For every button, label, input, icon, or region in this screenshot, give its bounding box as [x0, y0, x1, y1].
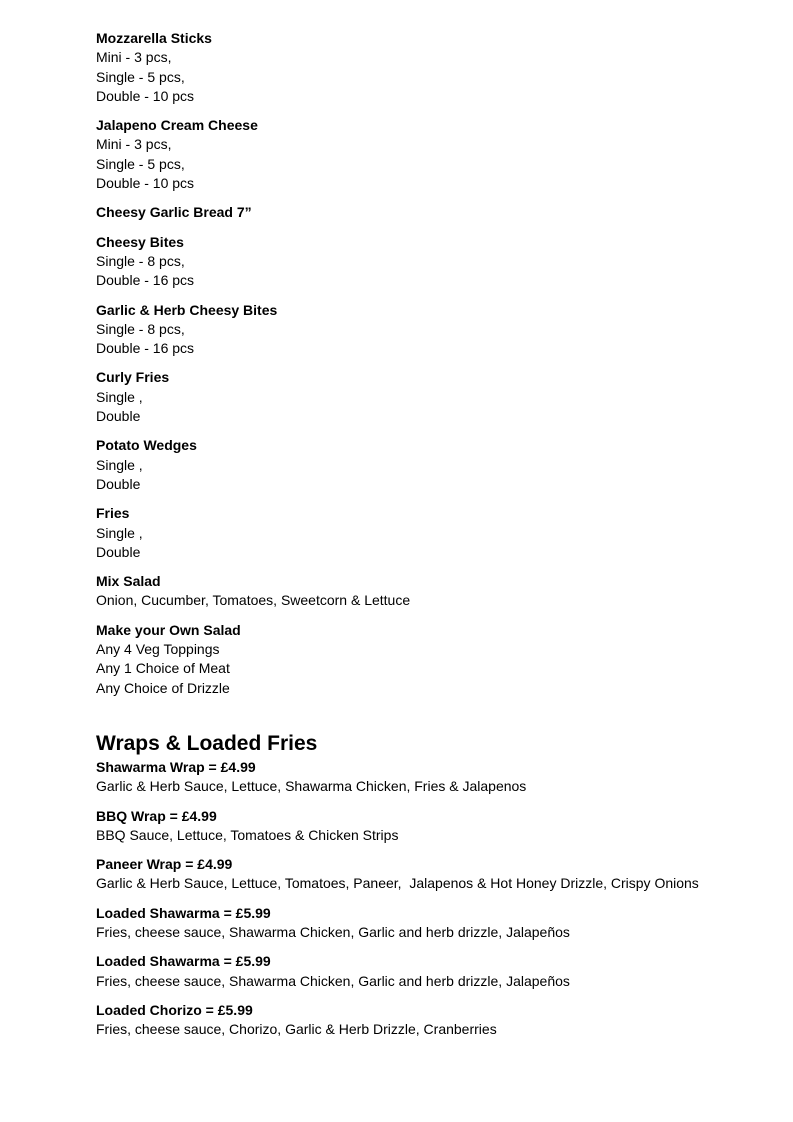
menu-item-potato-wedges: [96, 436, 753, 494]
menu-item-jalapeno-cream-cheese: [96, 116, 753, 193]
item-line: Double: [96, 408, 141, 425]
menu-item-cheesy-garlic-bread: [96, 203, 753, 222]
menu-item-shawarma-wrap: [96, 758, 753, 797]
item-line: Fries, cheese sauce, Chorizo, Garlic & Herb Drizzle, Cranberries: [96, 1021, 497, 1038]
item-line: Single ,: [96, 524, 143, 541]
menu-item-loaded-chorizo: [96, 1001, 753, 1040]
menu-item-paneer-wrap: [96, 855, 753, 894]
item-line: Single - 5 pcs,: [96, 155, 185, 172]
item-title: Curly Fries: [96, 369, 170, 386]
item-line: Double: [96, 475, 141, 492]
item-title: Cheesy Garlic Bread 7”: [96, 204, 252, 221]
item-title: Garlic & Herb Cheesy Bites: [96, 301, 278, 318]
item-line: Single - 8 pcs,: [96, 252, 185, 269]
item-line: Any 1 Choice of Meat: [96, 660, 230, 677]
item-title: Loaded Chorizo = £5.99: [96, 1001, 253, 1018]
item-title: Loaded Shawarma = £5.99: [96, 953, 271, 970]
item-line: Single ,: [96, 456, 143, 473]
menu-item-make-your-own-salad: [96, 621, 753, 698]
item-line: Single ,: [96, 388, 143, 405]
item-line: Any Choice of Drizzle: [96, 679, 230, 696]
menu-item-fries: [96, 504, 753, 562]
item-title: Potato Wedges: [96, 437, 197, 454]
item-line: Double: [96, 543, 141, 560]
item-line: Single - 8 pcs,: [96, 320, 185, 337]
menu-item-loaded-shawarma: [96, 904, 753, 943]
item-line: Double - 16 pcs: [96, 272, 195, 289]
item-line: Garlic & Herb Sauce, Lettuce, Shawarma Chicken, Fries & Jalapenos: [96, 778, 527, 795]
item-line: BBQ Sauce, Lettuce, Tomatoes & Chicken Strips: [96, 826, 399, 843]
item-line: Mini - 3 pcs,: [96, 136, 172, 153]
item-line: Any 4 Veg Toppings: [96, 641, 220, 658]
menu-item-cheesy-bites: [96, 233, 753, 291]
item-line: Garlic & Herb Sauce, Lettuce, Tomatoes, Paneer, Jalapenos & Hot Honey Drizzle, Crispy Onions: [96, 875, 699, 892]
menu-item-mix-salad: [96, 572, 753, 611]
wraps-section: [96, 730, 753, 1040]
item-line: Double - 10 pcs: [96, 87, 195, 104]
item-title: Fries: [96, 505, 130, 522]
item-line: Single - 5 pcs,: [96, 68, 185, 85]
menu-item-mozzarella-sticks: [96, 29, 753, 106]
menu-item-garlic-herb-cheesy-bites: [96, 301, 753, 359]
sides-list: [96, 29, 753, 698]
item-line: Onion, Cucumber, Tomatoes, Sweetcorn & Lettuce: [96, 592, 411, 609]
menu-item-curly-fries: [96, 368, 753, 426]
item-line: Double - 10 pcs: [96, 175, 195, 192]
item-title: Cheesy Bites: [96, 233, 184, 250]
menu-item-loaded-shawarma: [96, 952, 753, 991]
section-heading: Wraps & Loaded Fries: [96, 731, 318, 755]
item-title: Shawarma Wrap = £4.99: [96, 758, 256, 775]
item-line: Fries, cheese sauce, Shawarma Chicken, Garlic and herb drizzle, Jalapeños: [96, 972, 570, 989]
item-title: Loaded Shawarma = £5.99: [96, 904, 271, 921]
item-title: Mix Salad: [96, 573, 161, 590]
item-title: Mozzarella Sticks: [96, 30, 212, 46]
menu-item-bbq-wrap: [96, 807, 753, 846]
item-line: Fries, cheese sauce, Shawarma Chicken, Garlic and herb drizzle, Jalapeños: [96, 923, 570, 940]
item-title: Paneer Wrap = £4.99: [96, 856, 233, 873]
item-line: Mini - 3 pcs,: [96, 49, 172, 66]
item-title: BBQ Wrap = £4.99: [96, 807, 217, 824]
item-title: Jalapeno Cream Cheese: [96, 117, 258, 134]
item-title: Make your Own Salad: [96, 621, 241, 638]
item-line: Double - 16 pcs: [96, 340, 195, 357]
